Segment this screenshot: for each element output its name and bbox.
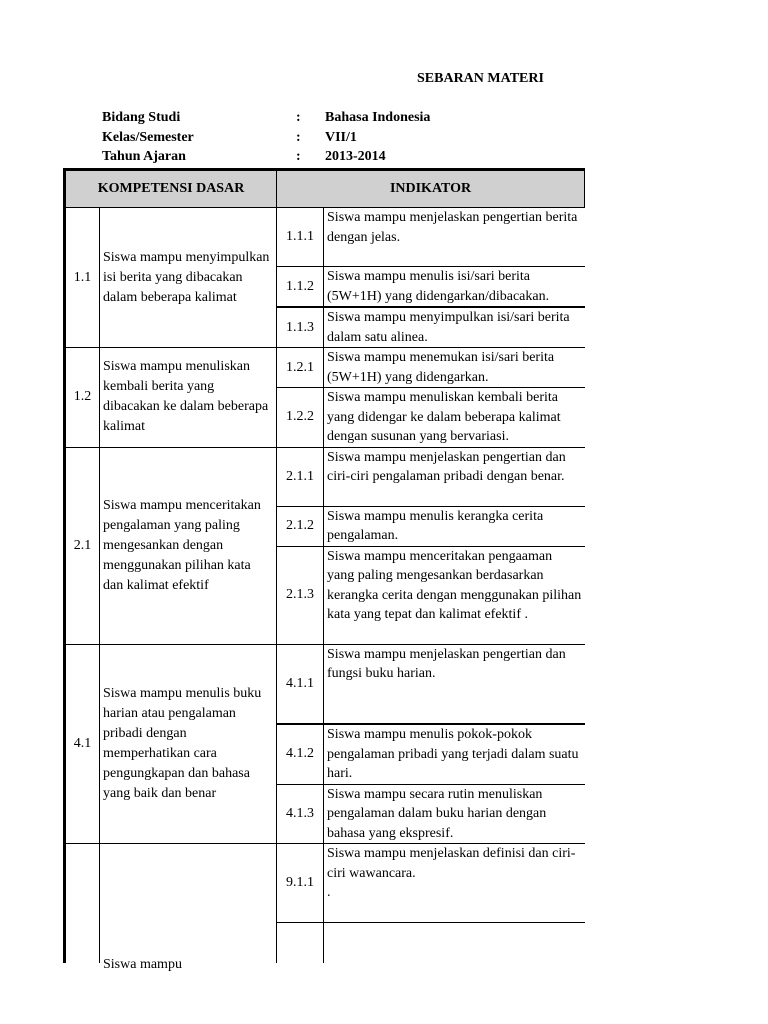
indicator-description: Siswa mampu menjelaskan pengertian dan fungsi buku harian. xyxy=(324,644,585,724)
indicator-description: Siswa mampu menceritakan pengaaman yang paling mengesankan berdasarkan kerangka cerita dengan menggunakan pilihan kata yang tepat dan kalimat efektif . xyxy=(324,546,585,644)
indicator-number: 2.1.2 xyxy=(277,506,324,546)
kd-description: Siswa mampu menyimpulkan isi berita yang dibacakan dalam beberapa kalimat xyxy=(100,208,277,348)
kd-description: Siswa mampu menuliskan kembali berita yang dibacakan ke dalam beberapa kalimat xyxy=(100,348,277,448)
indicator-description: Siswa mampu menjelaskan pengertian berita dengan jelas. xyxy=(327,210,578,245)
meta-value: Bahasa Indonesia xyxy=(325,110,431,125)
kd-number: 2.1 xyxy=(65,447,100,644)
header-indikator: INDIKATOR xyxy=(277,170,585,208)
table-row xyxy=(65,447,585,506)
table-row xyxy=(65,348,585,388)
indicator-description xyxy=(324,923,585,963)
kd-description-text: Siswa mampu xyxy=(103,956,182,972)
indicator-number: 4.1.2 xyxy=(277,724,324,784)
kd-description: Siswa mampu menulis buku harian atau pengalaman pribadi dengan memperhatikan cara pengungkapan dan bahasa yang baik dan benar xyxy=(100,644,277,844)
kd-number: 1.2 xyxy=(65,348,100,448)
distribution-table-container xyxy=(63,168,583,972)
indicator-description: Siswa mampu menjelaskan definisi dan ciri-ciri wawancara. . xyxy=(324,844,585,923)
header-kompetensi-dasar: KOMPETENSI DASAR xyxy=(65,170,277,208)
meta-label: Kelas/Semester xyxy=(102,130,194,145)
indicator-number xyxy=(277,923,324,963)
meta-colon: : xyxy=(296,110,301,125)
kd-description: Siswa mampu menceritakan pengalaman yang paling mengesankan dengan menggunakan pilihan kata dan kalimat efektif xyxy=(100,447,277,644)
meta-colon: : xyxy=(296,130,301,145)
kd-number xyxy=(65,844,100,963)
meta-colon: : xyxy=(296,149,301,164)
indicator-number: 1.1.3 xyxy=(277,307,324,348)
indicator-description: Siswa mampu secara rutin menuliskan pengalaman dalam buku harian dengan bahasa yang ekspresif. xyxy=(324,784,585,844)
table-row xyxy=(65,208,585,267)
distribution-table xyxy=(63,168,585,972)
table-row xyxy=(65,644,585,724)
indicator-number: 1.1.2 xyxy=(277,267,324,308)
indicator-description: Siswa mampu menjelaskan pengertian dan ciri-ciri pengalaman pribadi dengan benar. xyxy=(324,447,585,506)
meta-value: 2013-2014 xyxy=(325,149,386,164)
indicator-description: Siswa mampu menulis kerangka cerita pengalaman. xyxy=(324,506,585,546)
kd-description xyxy=(100,844,277,972)
table-row xyxy=(65,844,585,923)
meta-label: Bidang Studi xyxy=(102,110,181,125)
indicator-number: 9.1.1 xyxy=(277,844,324,923)
indicator-number: 2.1.3 xyxy=(277,546,324,644)
kd-number: 4.1 xyxy=(65,644,100,844)
indicator-number: 4.1.1 xyxy=(277,644,324,724)
table-header-row xyxy=(65,170,585,208)
document-title: SEBARAN MATERI xyxy=(417,71,544,86)
indicator-number: 2.1.1 xyxy=(277,447,324,506)
indicator-description: Siswa mampu menyimpulkan isi/sari berita dalam satu alinea. xyxy=(324,307,585,348)
kd-number: 1.1 xyxy=(65,208,100,348)
indicator-number: 1.1.1 xyxy=(277,208,324,267)
meta-label: Tahun Ajaran xyxy=(102,149,186,164)
indicator-description: Siswa mampu menuliskan kembali berita yang didengar ke dalam beberapa kalimat dengan susunan yang bervariasi. xyxy=(324,388,585,448)
indicator-description: Siswa mampu menemukan isi/sari berita (5W+1H) yang didengarkan. xyxy=(324,348,585,388)
indicator-description: Siswa mampu menulis pokok-pokok pengalaman pribadi yang terjadi dalam suatu hari. xyxy=(324,724,585,784)
indicator-number: 4.1.3 xyxy=(277,784,324,844)
indicator-number: 1.2.1 xyxy=(277,348,324,388)
indicator-number: 1.2.2 xyxy=(277,388,324,448)
indicator-description: Siswa mampu menulis isi/sari berita (5W+1H) yang didengarkan/dibacakan. xyxy=(324,267,585,308)
meta-value: VII/1 xyxy=(325,130,357,145)
